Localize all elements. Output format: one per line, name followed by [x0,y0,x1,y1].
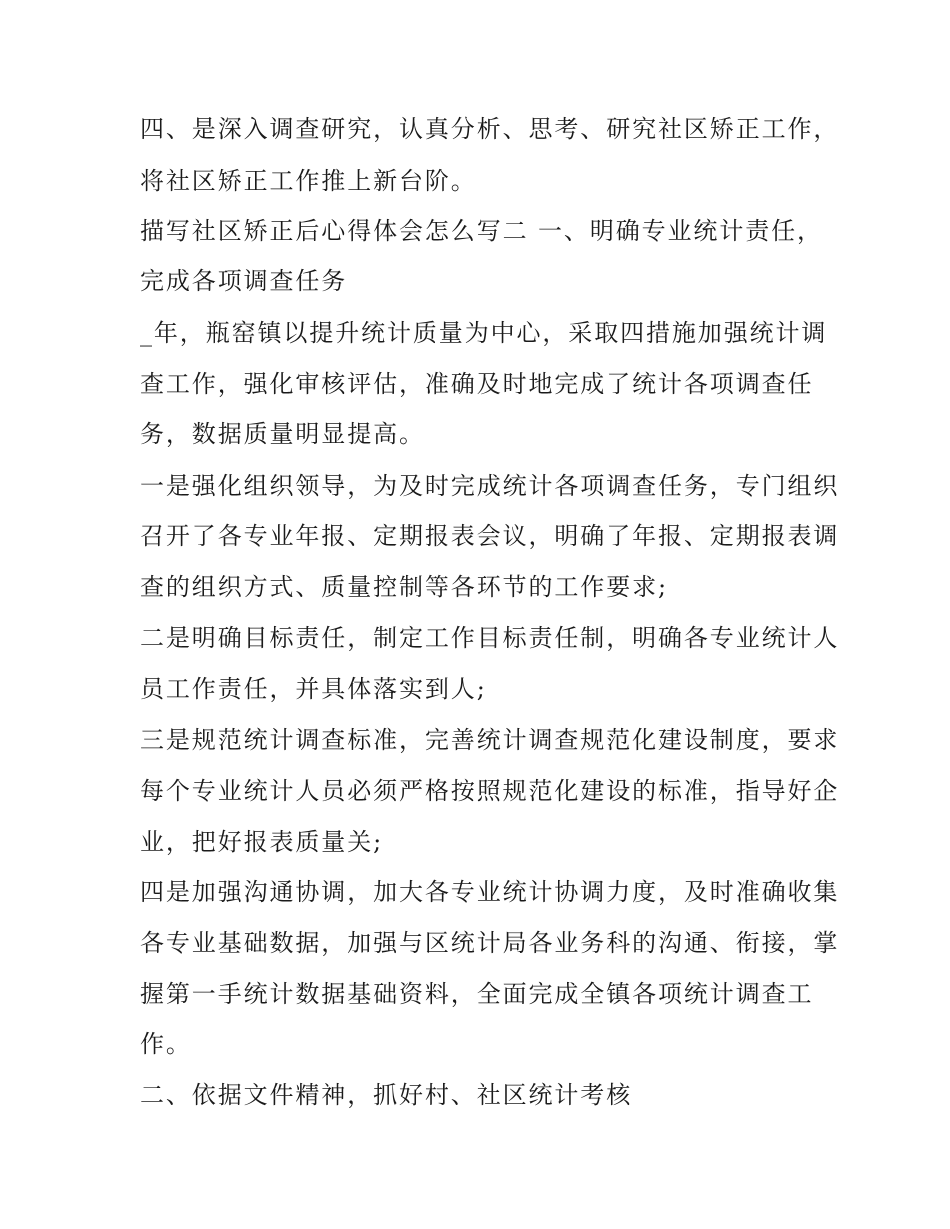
text-line: 查工作，强化审核评估，准确及时地完成了统计各项调查任 [140,370,814,398]
text-line: 作。 [140,1030,192,1058]
text-line: 召开了各专业年报、定期报表会议，明确了年报、定期报表调 [140,522,840,550]
text-line: 各专业基础数据，加强与区统计局各业务科的沟通、衔接，掌 [140,929,840,957]
text-line: 员工作责任，并具体落实到人; [140,675,487,703]
text-line: 将社区矫正工作推上新台阶。 [140,167,477,195]
text-line: 务，数据质量明显提高。 [140,420,425,448]
text-line: 握第一手统计数据基础资料，全面完成全镇各项统计调查工 [140,980,814,1008]
text-line: 一是强化组织领导，为及时完成统计各项调查任务，专门组织 [140,472,840,500]
text-line: 每个专业统计人员必须严格按照规范化建设的标准，指导好企 [140,777,840,805]
text-line: 描写社区矫正后心得体会怎么写二 一、明确专业统计责任， [140,217,823,245]
text-line: 四是加强沟通协调，加大各专业统计协调力度，及时准确收集 [140,878,840,906]
text-line: 二是明确目标责任，制定工作目标责任制，明确各专业统计人 [140,624,840,652]
text-line: 二、依据文件精神，抓好村、社区统计考核 [140,1081,633,1109]
text-line: _年，瓶窑镇以提升统计质量为中心，采取四措施加强统计调 [140,319,828,347]
text-line: 四、是深入调查研究，认真分析、思考、研究社区矫正工作， [140,115,840,143]
text-line: 完成各项调查任务 [140,267,348,295]
text-line: 查的组织方式、质量控制等各环节的工作要求; [140,573,668,601]
text-line: 三是规范统计调查标准，完善统计调查规范化建设制度，要求 [140,726,840,754]
text-line: 业，把好报表质量关; [140,828,384,856]
